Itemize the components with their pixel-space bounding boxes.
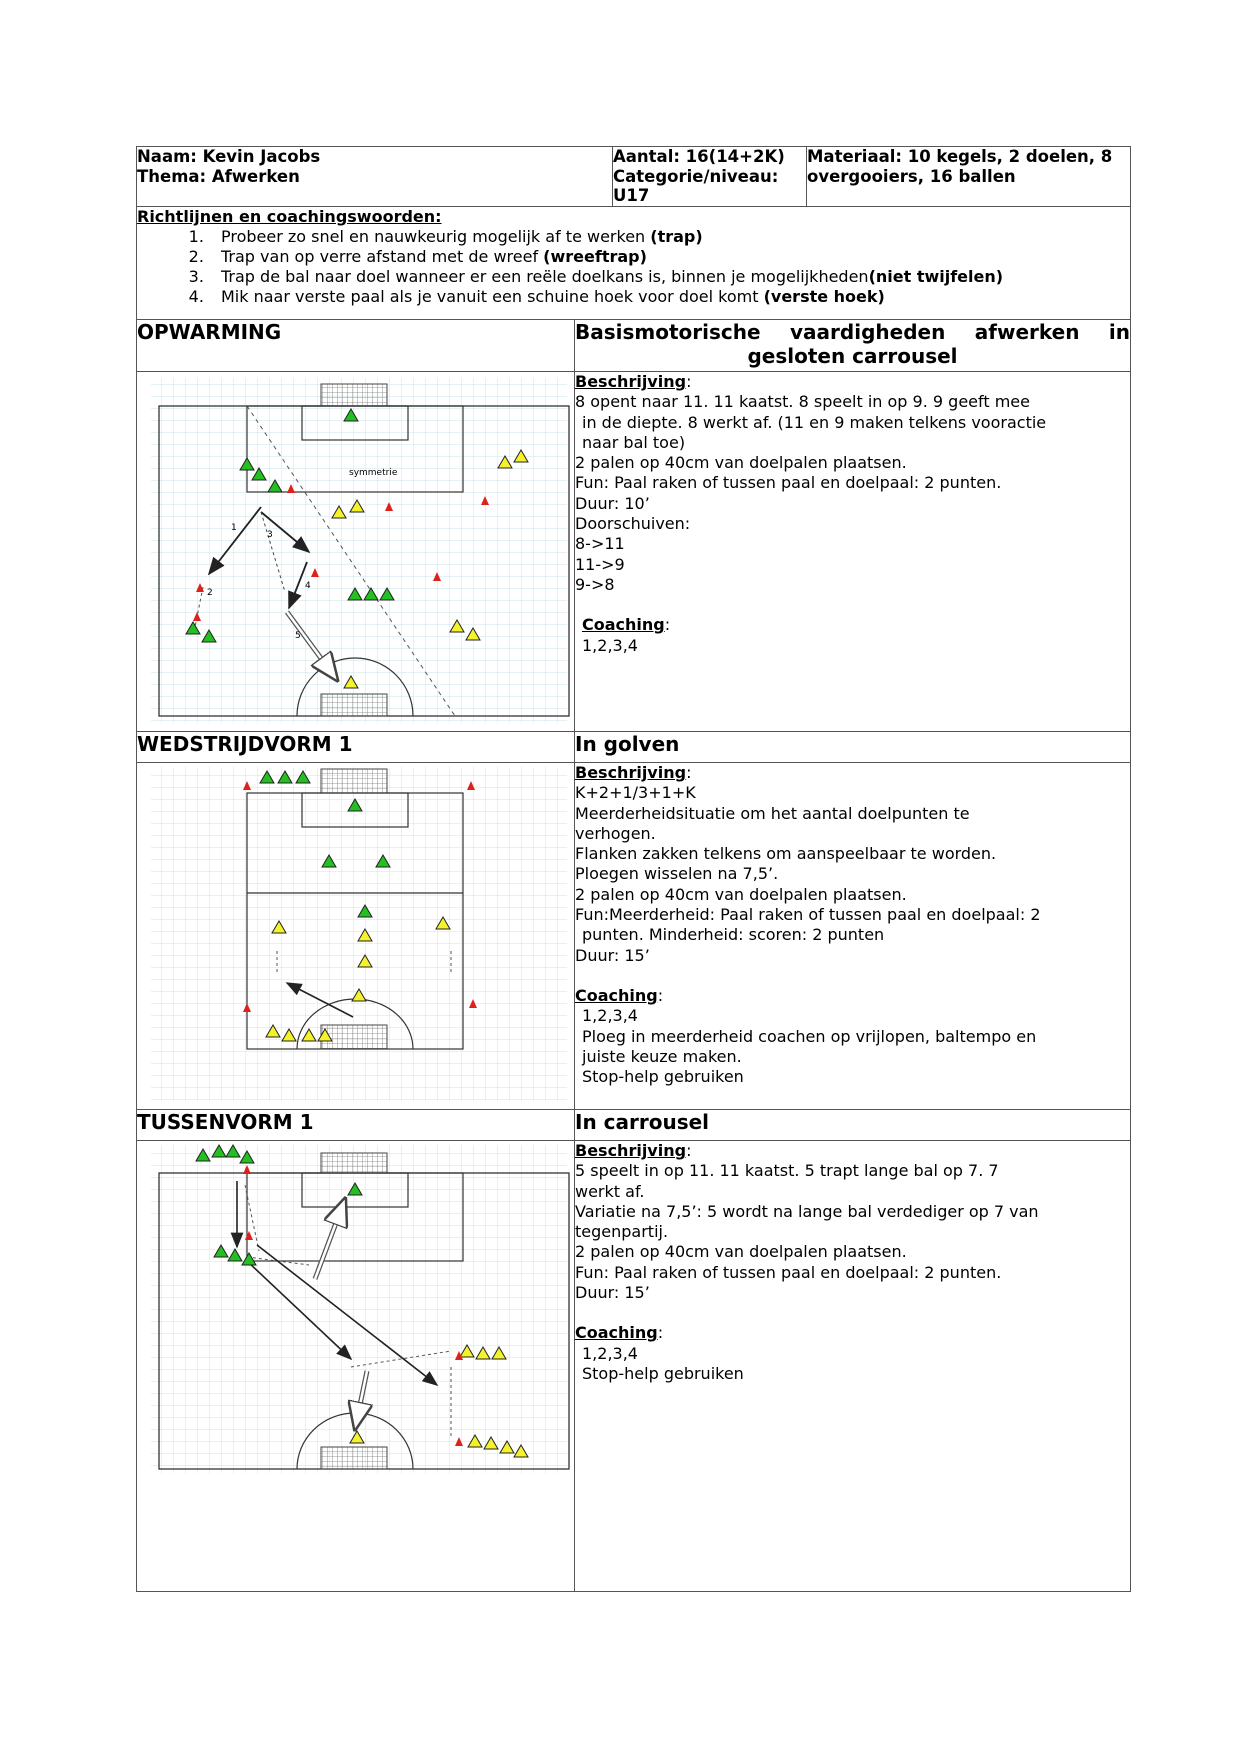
guideline-item: 3. Trap de bal naar doel wanneer er een reële doelkans is, binnen je mogelijkheden(niet twijfelen) [209, 267, 1130, 287]
desc-line: Duur: 10’ [575, 493, 650, 513]
desc-line: Fun: Paal raken of tussen paal en doelpaal: 2 punten. [575, 473, 1002, 493]
guidelines-list [137, 227, 1130, 307]
coaching-line: 1,2,3,4 [582, 635, 638, 655]
coaching-line: Stop-help gebruiken [582, 1363, 744, 1383]
desc-line: 9->8 [575, 574, 615, 594]
section-3-subtitle: In carrousel [575, 1110, 1131, 1141]
desc-line: 2 palen op 40cm van doelpalen plaatsen. [575, 1242, 907, 1262]
description-label: Beschrijving [575, 1141, 687, 1160]
section-3-title: TUSSENVORM 1 [137, 1110, 575, 1141]
arrow-label-2: 2 [207, 588, 213, 598]
arrow-label-3: 3 [267, 530, 273, 540]
section-2-diagram [137, 763, 575, 1105]
desc-line: 11->9 [575, 554, 625, 574]
coaching-line: 1,2,3,4 [582, 1343, 638, 1363]
description-label: Beschrijving [575, 372, 687, 391]
category-label: Categorie/niveau: [613, 166, 779, 186]
coaching-label: Coaching [575, 1323, 658, 1343]
guidelines-cell [137, 207, 1131, 320]
desc-line: Flanken zakken telkens om aanspeelbaar te worden. [575, 844, 997, 864]
coaching-line: juiste keuze maken. [582, 1046, 742, 1066]
count-cell [613, 147, 807, 207]
coaching-label: Coaching [582, 615, 665, 635]
desc-line: werkt af. [575, 1181, 645, 1201]
section-2-diagram-cell [137, 763, 575, 1110]
guidelines-title: Richtlijnen en coachingswoorden: [137, 207, 442, 226]
desc-line: Duur: 15’ [575, 945, 650, 965]
coaching-line: Ploeg in meerderheid coachen op vrijlopen, baltempo en [582, 1026, 1037, 1046]
symmetry-label: symmetrie [349, 468, 398, 478]
section-3-diagram-cell [137, 1141, 575, 1592]
section-1-title: OPWARMING [137, 320, 575, 372]
coaching-label: Coaching [575, 985, 658, 1005]
desc-line: 8->11 [575, 534, 625, 554]
desc-line: 8 opent naar 11. 11 kaatst. 8 speelt in op 9. 9 geeft mee [575, 392, 1030, 412]
description-label: Beschrijving [575, 763, 687, 782]
section-2-subtitle: In golven [575, 732, 1131, 763]
session-sheet [136, 146, 1131, 1592]
name-theme-cell [137, 147, 613, 207]
section-1-description: Beschrijving: 8 opent naar 11. 11 kaatst. 8 speelt in op 9. 9 geeft mee in de diepte. 8 werkt af. (11 en 9 maken telkens vooractie naar bal toe) 2 palen op 40cm van doelpalen plaatsen. Fun: Paal raken of tussen paal en doelpaal: 2 punten. Duur: 10’ Doorschuiven: 8->11 11->9 9->8 Coaching: 1,2,3,4 [575, 372, 1131, 732]
section-2-description: Beschrijving: K+2+1/3+1+K Meerderheidsituatie om het aantal doelpunten te verhogen. Flanken zakken telkens om aanspeelbaar te worden. Ploegen wisselen na 7,5’. 2 palen op 40cm van doelpalen plaatsen. Fun:Meerderheid: Paal raken of tussen paal en doelpaal: 2 punten. Minderheid: scoren: 2 punten Duur: 15’ Coaching: 1,2,3,4 Ploeg in meerderheid coachen op vrijlopen, baltempo en juiste keuze maken. Stop-help gebruiken [575, 763, 1131, 1110]
desc-line: K+2+1/3+1+K [575, 783, 696, 803]
arrow-label-4: 4 [305, 581, 311, 591]
material-cell [807, 147, 1131, 207]
arrow-label-1: 1 [231, 523, 237, 533]
section-1-diagram [137, 372, 575, 727]
section-3-description: Beschrijving: 5 speelt in op 11. 11 kaatst. 5 trapt lange bal op 7. 7 werkt af. Variatie na 7,5’: 5 wordt na lange bal verdediger op 7 van tegenpartij. 2 palen op 40cm van doelpalen plaatsen. Fun: Paal raken of tussen paal en doelpaal: 2 punten. Duur: 15’ Coaching: 1,2,3,4 Stop-help gebruiken [575, 1141, 1131, 1592]
level: U17 [613, 186, 650, 205]
trainer-name: Naam: Kevin Jacobs [137, 147, 321, 166]
player-count: Aantal: 16(14+2K) [613, 147, 785, 166]
section-3-diagram [137, 1141, 575, 1587]
coaching-line: Stop-help gebruiken [582, 1067, 744, 1087]
desc-line: Duur: 15’ [575, 1283, 650, 1303]
desc-line: 5 speelt in op 11. 11 kaatst. 5 trapt lange bal op 7. 7 [575, 1161, 999, 1181]
desc-line: 2 palen op 40cm van doelpalen plaatsen. [575, 884, 907, 904]
desc-line: Meerderheidsituatie om het aantal doelpunten te [575, 803, 970, 823]
desc-line: Fun:Meerderheid: Paal raken of tussen paal en doelpaal: 2 [575, 905, 1041, 925]
desc-line: 2 palen op 40cm van doelpalen plaatsen. [575, 453, 907, 473]
section-2-title: WEDSTRIJDVORM 1 [137, 732, 575, 763]
guideline-item: 1. Probeer zo snel en nauwkeurig mogelijk af te werken (trap) [209, 227, 1130, 247]
material: Materiaal: 10 kegels, 2 doelen, 8 overgooiers, 16 ballen [807, 147, 1113, 186]
theme: Thema: Afwerken [137, 166, 300, 186]
desc-line: Ploegen wisselen na 7,5’. [575, 864, 779, 884]
section-1-subtitle: Basismotorische vaardigheden afwerken in gesloten carrousel [575, 320, 1131, 372]
coaching-line: 1,2,3,4 [582, 1006, 638, 1026]
guideline-item: 4. Mik naar verste paal als je vanuit een schuine hoek voor doel komt (verste hoek) [209, 287, 1130, 307]
desc-line: naar bal toe) [582, 432, 686, 452]
desc-line: tegenpartij. [575, 1222, 669, 1242]
section-1-diagram-cell [137, 372, 575, 732]
desc-line: verhogen. [575, 823, 656, 843]
desc-line: in de diepte. 8 werkt af. (11 en 9 maken telkens vooractie [582, 412, 1047, 432]
arrow-label-5: 5 [295, 631, 301, 641]
desc-line: punten. Minderheid: scoren: 2 punten [582, 925, 885, 945]
desc-line: Doorschuiven: [575, 514, 691, 534]
desc-line: Fun: Paal raken of tussen paal en doelpaal: 2 punten. [575, 1262, 1002, 1282]
guideline-item: 2. Trap van op verre afstand met de wreef (wreeftrap) [209, 247, 1130, 267]
desc-line: Variatie na 7,5’: 5 wordt na lange bal verdediger op 7 van [575, 1201, 1039, 1221]
